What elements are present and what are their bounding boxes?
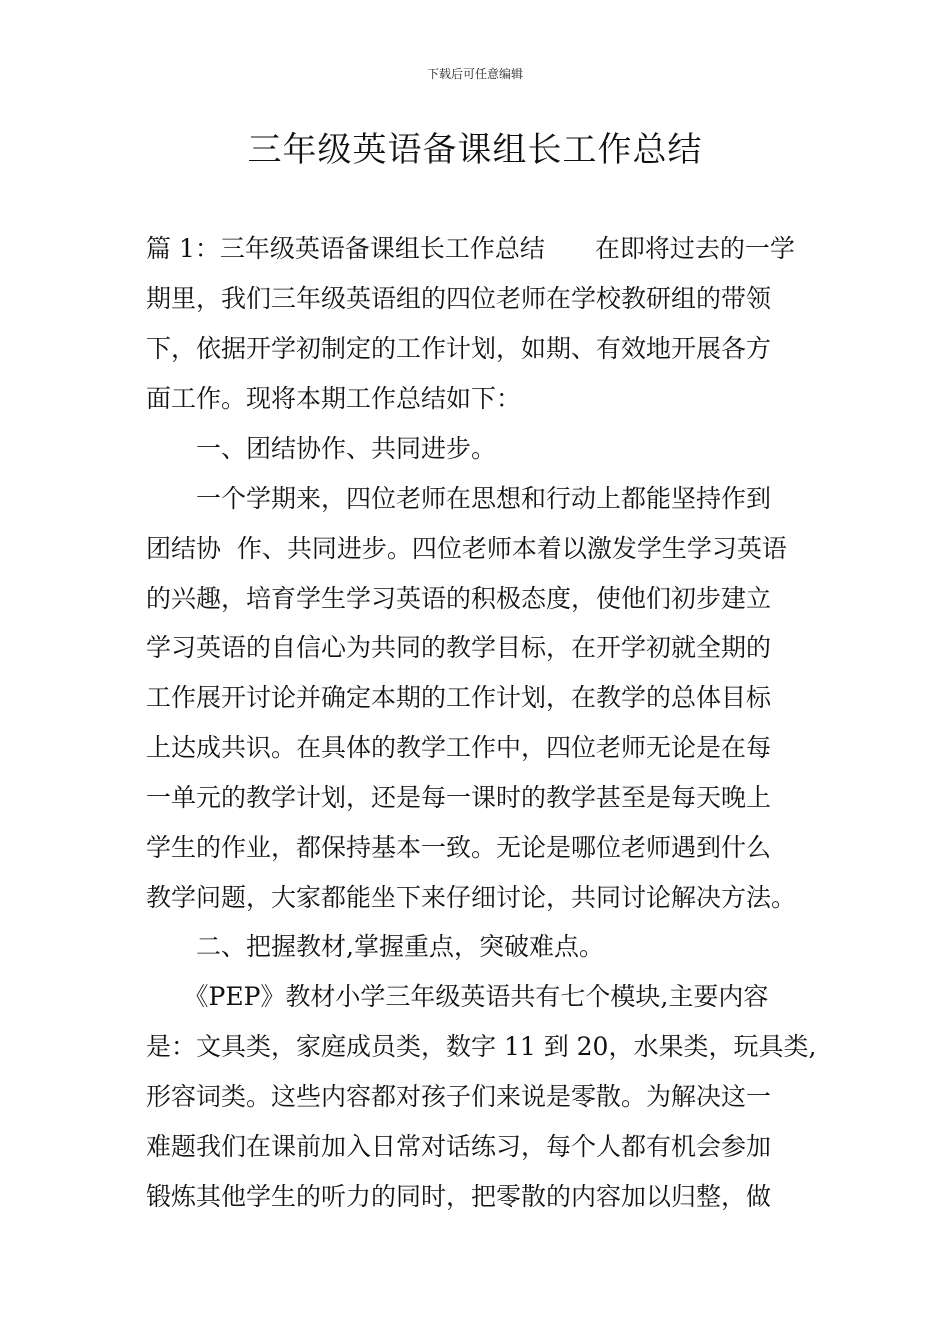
body-line: 形容词类。这些内容都对孩子们来说是零散。为解决这一 [146, 1082, 772, 1111]
document-title: 三年级英语备课组长工作总结 [247, 130, 703, 170]
body-line: 是：文具类，家庭成员类，数字 11 到 20，水果类，玩具类, [146, 1032, 817, 1061]
body-line: 《PEP》教材小学三年级英语共有七个模块,主要内容 [146, 982, 769, 1011]
body-line: 教学问题，大家都能坐下来仔细讨论，共同讨论解决方法。 [146, 883, 797, 912]
body-line: 一单元的教学计划，还是每一课时的教学甚至是每天晚上 [146, 783, 772, 812]
body-line: 下，依据开学初制定的工作计划，如期、有效地开展各方 [146, 334, 772, 363]
header-note: 下载后可任意编辑 [426, 67, 523, 81]
body-line: 上达成共识。在具体的教学工作中，四位老师无论是在每 [146, 733, 772, 762]
body-line: 锻炼其他学生的听力的同时，把零散的内容加以归整，做 [146, 1182, 772, 1211]
body-line: 学习英语的自信心为共同的教学目标，在开学初就全期的 [146, 633, 772, 662]
body-line: 工作展开讨论并确定本期的工作计划，在教学的总体目标 [146, 683, 772, 712]
section-heading: 一、团结协作、共同进步。 [146, 434, 497, 463]
body-line: 学生的作业，都保持基本一致。无论是哪位老师遇到什么 [146, 833, 772, 862]
body-line: 期里，我们三年级英语组的四位老师在学校教研组的带领 [146, 284, 772, 313]
body-line: 的兴趣，培育学生学习英语的积极态度，使他们初步建立 [146, 584, 772, 613]
body-line: 一个学期来，四位老师在思想和行动上都能坚持作到 [146, 484, 772, 513]
body-line: 面工作。现将本期工作总结如下： [146, 384, 522, 413]
body-line: 团结协 作、共同进步。四位老师本着以激发学生学习英语 [146, 534, 787, 563]
body-line: 篇 1：三年级英语备课组长工作总结 在即将过去的一学 [146, 234, 795, 263]
body-line: 难题我们在课前加入日常对话练习，每个人都有机会参加 [146, 1132, 772, 1161]
section-heading: 二、把握教材,掌握重点，突破难点。 [146, 932, 604, 961]
